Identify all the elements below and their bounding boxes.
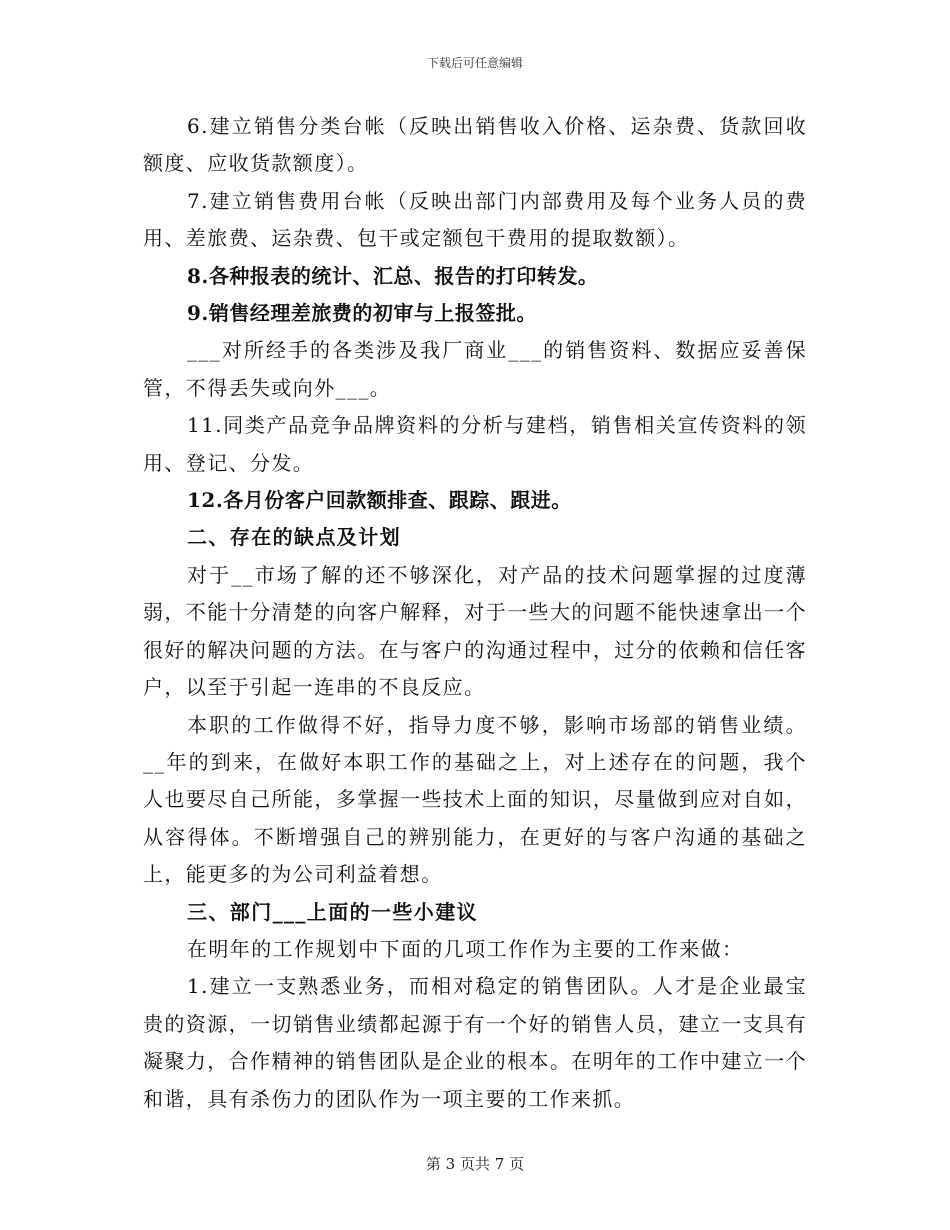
section-heading-shortcomings: 二、存在的缺点及计划 [187,525,401,550]
section-heading-suggestions: 三、部门___上面的一些小建议 [187,899,478,924]
paragraph-item-7: 7.建立销售费用台帐（反映出部门内部费用及每个业务人员的费用、差旅费、运杂费、包干或定额包干费用的提取数额）。 [143,188,807,251]
paragraph-item-6: 6.建立销售分类台帐（反映出销售收入价格、运杂费、货款回收额度、应收货款额度）。 [143,114,807,176]
paragraph-suggestion-1: 1.建立一支熟悉业务，而相对稳定的销售团队。人才是企业最宝贵的资源，一切销售业绩都起源于有一个好的销售人员，建立一支具有凝聚力，合作精神的销售团队是企业的根本。在明年的工作中建立一个和谐，具有杀伤力的团队作为一项主要的工作来抓。 [143,974,807,1111]
paragraph-shortcomings: 对于__市场了解的还不够深化，对产品的技术问题掌握的过度薄弱，不能十分清楚的向客户解释，对于一些大的问题不能快速拿出一个很好的解决问题的方法。在与客户的沟通过程中，过分的依赖和信任客户，以至于引起一连串的不良反应。 [143,562,807,700]
paragraph-suggestions-intro: 在明年的工作规划中下面的几项工作作为主要的工作来做： [187,936,744,961]
document-body [143,108,807,1118]
paragraph-plan: 本职的工作做得不好，指导力度不够，影响市场部的销售业绩。__年的到来，在做好本职工作的基础之上，对上述存在的问题，我个人也要尽自己所能，多掌握一些技术上面的知识，尽量做到应对自如，从容得体。不断增强自己的辨别能力，在更好的与客户沟通的基础之上，能更多的为公司利益着想。 [143,712,807,887]
paragraph-item-10: ___对所经手的各类涉及我厂商业___的销售资料、数据应妥善保管，不得丢失或向外___。 [143,338,807,400]
paragraph-item-8: 8.各种报表的统计、汇总、报告的打印转发。 [187,263,599,288]
page-number: 第 3 页共 7 页 [425,1155,525,1173]
page-header: 下载后可任意编辑 [426,56,523,70]
paragraph-item-9: 9.销售经理差旅费的初审与上报签批。 [187,301,537,326]
paragraph-item-12: 12.各月份客户回款额排查、跟踪、跟进。 [187,488,572,513]
paragraph-item-11: 11.同类产品竞争品牌资料的分析与建档，销售相关宣传资料的领用、登记、分发。 [143,413,807,475]
